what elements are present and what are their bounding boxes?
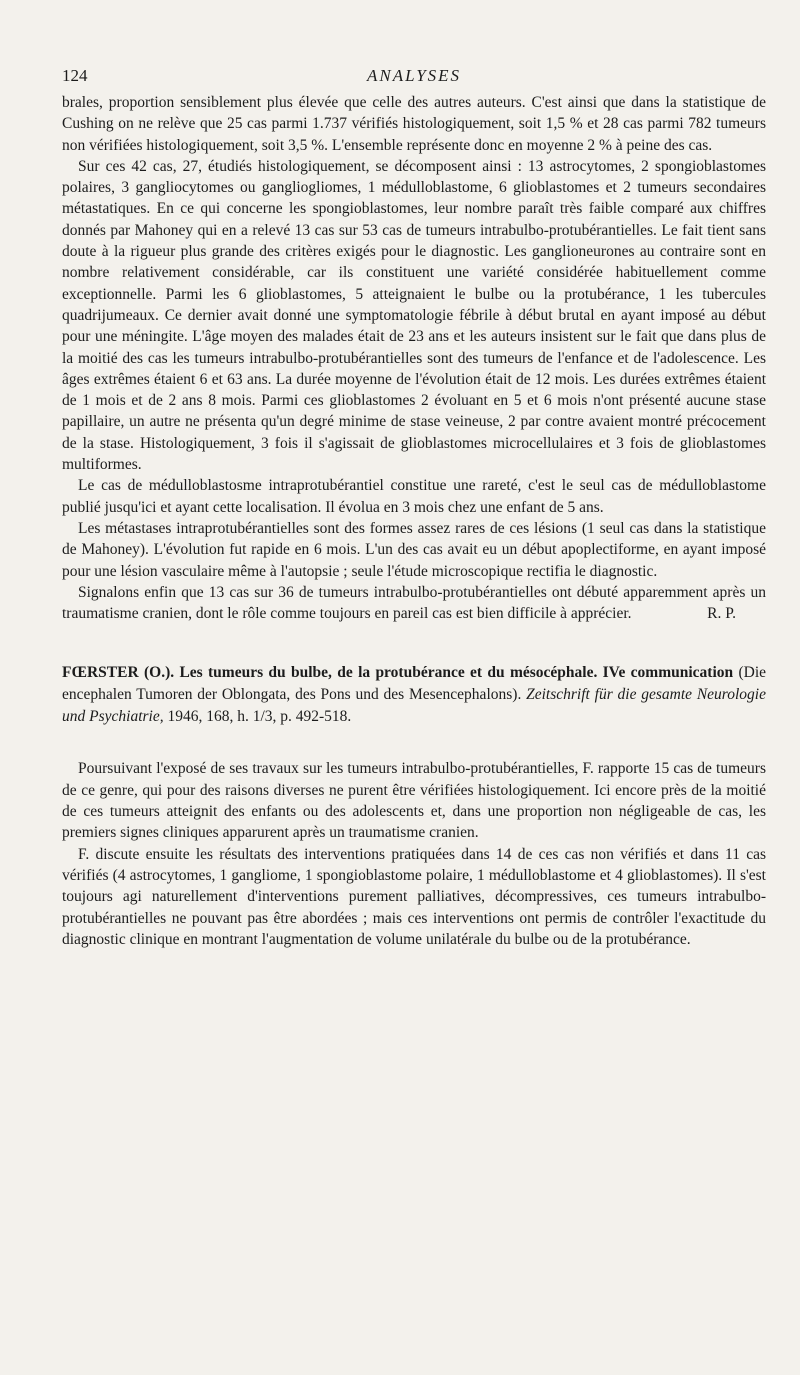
article-abstract (62, 758, 766, 950)
running-head (62, 66, 766, 92)
journal-name: Zeitschrift für die gesamte Neurologie und Psychiatrie, (62, 686, 766, 726)
article-author: FŒRSTER (O.). (62, 664, 175, 682)
paragraph: F. discute ensuite les résultats des interventions pratiquées dans 14 de ces cas non vérifiés et dans 11 cas vérifiés (4 astrocytomes, 1 gangliome, 1 spongioblastome polaire, 1 médulloblastome et 4 glioblastomes). Il s'est toujours agi naturellement d'interventions purement palliatives, décompressives, ces tumeurs intrabulbo-protubérantielles ne pouvant pas être abordées ; mais ces interventions ont permis de contrôler l'exactitude du diagnostic clinique en montrant l'augmentation de volume unilatérale du bulbe ou de la protubérance. (62, 845, 766, 948)
paragraph: Les métastases intraprotubérantielles sont des formes assez rares de ces lésions (1 seul cas dans la statistique de Mahoney). L'évolution fut rapide en 6 mois. L'un des cas avait eu un début apoplectiforme, en ayant imposé pour une lésion vasculaire même à l'autopsie ; seule l'étude microscopique rectifia le diagnostic. (62, 519, 766, 580)
journal-citation: 1946, 168, h. 1/3, p. 492-518. (167, 708, 352, 726)
paragraph-text: Signalons enfin que 13 cas sur 36 de tumeurs intrabulbo-protubérantielles ont débuté apparemment après un traumatisme cranien, dont le rôle comme toujours en pareil cas est bien difficile à apprécier. (62, 583, 766, 623)
article-original-title: (Die encephalen Tumoren der Oblongata, des Pons und des Mesencephalons). (62, 664, 767, 704)
paragraph: Le cas de médulloblastosme intraprotubérantiel constitue une rareté, c'est le seul cas de médulloblastome publié jusqu'ici et ayant cette localisation. Il évolua en 3 mois chez une enfant de 5 ans. (62, 477, 766, 516)
previous-review (62, 92, 766, 624)
journal-page (62, 66, 766, 950)
running-title: ANALYSES (366, 66, 462, 85)
paragraph (62, 582, 766, 625)
article-title: Les tumeurs du bulbe, de la protubérance et du mésocéphale. IVe communication (179, 664, 734, 682)
reviewer-signature: R. P. (707, 605, 736, 623)
article-heading (62, 662, 766, 728)
paragraph: Sur ces 42 cas, 27, étudiés histologiquement, se décomposent ainsi : 13 astrocytomes, 2 spongioblastomes polaires, 3 gangliocytomes ou gangliogliomes, 1 médulloblastome, 6 glioblastomes et 2 tumeurs secondaires métastatiques. En ce qui concerne les spongioblastomes, leur nombre paraît très faible comparé aux chiffres donnés par Mahoney qui en a relevé 13 cas sur 53 cas de tumeurs intrabulbo-protubérantielles. Le fait tient sans doute à la rigueur plus grande des critères exigés pour le diagnostic. Les ganglioneurones au contraire sont en nombre relativement considérable, car ils constituent une variété considérée habituellement comme exceptionnelle. Parmi les 6 glioblastomes, 5 atteignaient le bulbe ou la protubérance, 1 les tubercules quadrijumeaux. Ce dernier avait donné une symptomatologie fébrile à début brutal en ayant imposé au début pour une méningite. L'âge moyen des malades était de 23 ans et les auteurs insistent sur le fait que dans plus de la moitié des cas les tumeurs intrabulbo-protubérantielles sont des tumeurs de l'enfance et de l'adolescence. Les âges extrêmes étaient 6 et 63 ans. La durée moyenne de l'évolution était de 12 mois. Les durées extrêmes étaient de 1 mois et de 2 ans 8 mois. Parmi ces glioblastomes 2 évoluant en 5 et 6 mois n'ont présenté aucune stase papillaire, un autre ne présenta qu'un degré minime de stase veineuse, 2 par contre avaient montré précocement de la stase. Histologiquement, 3 fois il s'agissait de glioblastomes microcellulaires et 3 fois de glioblastomes multiformes. (62, 157, 766, 474)
page-number: 124 (62, 66, 88, 85)
paragraph: Poursuivant l'exposé de ses travaux sur les tumeurs intrabulbo-protubérantielles, F. rapporte 15 cas de tumeurs de ce genre, qui pour des raisons diverses ne purent être vérifiées histologiquement. Ici encore près de la moitié de ces tumeurs atteignit des enfants ou des adolescents et, dans une proportion non négligeable de cas, les premiers signes cliniques apparurent après un traumatisme cranien. (62, 760, 766, 842)
paragraph: brales, proportion sensiblement plus élevée que celle des autres auteurs. C'est ainsi que dans la statistique de Cushing on ne relève que 25 cas parmi 1.737 vérifiés histologiquement, soit 1,5 % et 28 cas parmi 782 tumeurs non vérifiées histologiquement, soit 3,5 %. L'ensemble représente donc en moyenne 2 % à peine des cas. (62, 94, 766, 154)
